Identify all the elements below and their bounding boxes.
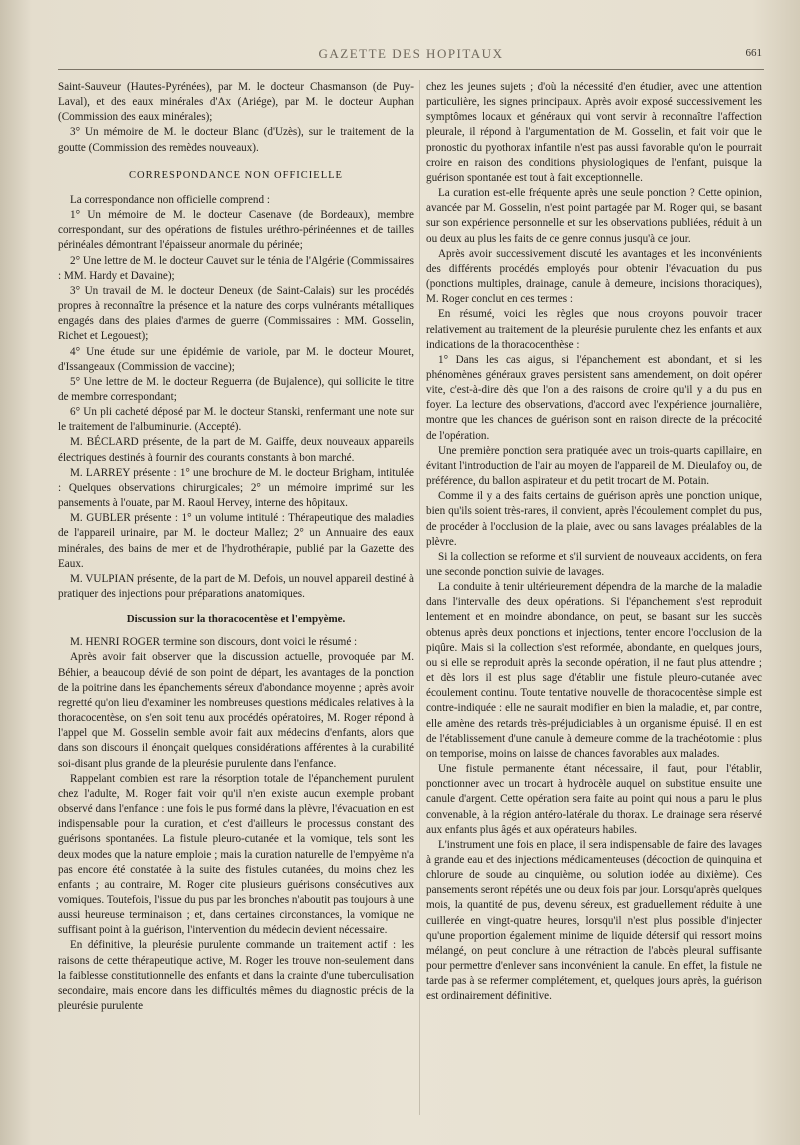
paragraph: 6° Un pli cacheté déposé par M. le docteur Stanski, renfermant une note sur le traitement de l'albuminurie. (Accepté). bbox=[58, 406, 414, 434]
paragraph: 1° Dans les cas aigus, si l'épanchement est abondant, et si les phénomènes généraux graves persistent sans amendement, on doit opérer vite, c'est-à-dire dès que l'on a des raisons de croire qu'il y a du pus en foyer. La lecture des observations, d'accord avec l'expérience journalière, montre que les chances de guérison sont en raison directe de la précocité de l'opération. bbox=[426, 353, 762, 442]
journal-title: GAZETTE DES HOPITAUX bbox=[318, 46, 504, 61]
section-title: CORRESPONDANCE NON OFFICIELLE bbox=[129, 169, 343, 181]
paragraph: 2° Une lettre de M. le docteur Cauvet sur le ténia de l'Algérie (Commissaires : MM. Hardy et Davaine); bbox=[58, 254, 414, 282]
paragraph: Comme il y a des faits certains de guérison après une ponction unique, bien qu'ils soient très-rares, il convient, après l'écoulement complet du pus, de procéder à l'occlusion de la plaie, avec ou sans lavages préalables de la plèvre. bbox=[426, 490, 762, 548]
paragraph: M. GUBLER présente : 1° un volume intitulé : Thérapeutique des maladies de l'appareil urinaire, par M. le docteur Mallez; 2° un Annuaire des eaux minérales, des bains de mer et de l'hydrothérapie, publié par la Gazette des Eaux. bbox=[58, 512, 414, 570]
paragraph: M. LARREY présente : 1° une brochure de M. le docteur Brigham, intitulée : Quelques observations chirurgicales; 2° un mémoire imprimé sur les pansements à l'ouate, par M. Raoul Hervey, interne des hôpitaux. bbox=[58, 466, 414, 510]
paragraph: 3° Un mémoire de M. le docteur Blanc (d'Uzès), sur le traitement de la goutte (Commission des remèdes nouveaux). bbox=[58, 126, 414, 154]
paragraph: Après avoir successivement discuté les avantages et les inconvénients des différents procédés employés pour obtenir l'évacuation du pus (ponctions multiples, drainage, canule à demeure, incisions thoraciques), M. Roger conclut en ces termes : bbox=[426, 247, 762, 306]
paragraph: 4° Une étude sur une épidémie de variole, par M. le docteur Mouret, d'Issangeaux (Commission de vaccine); bbox=[58, 345, 414, 373]
paragraph: 3° Un travail de M. le docteur Deneux (de Saint-Calais) sur les procédés propres à reconnaître la présence et la nature des corps vulnérants métalliques engagés dans des plaies d'armes de guerre (Commissaires : MM. Gosselin, Richet et Legouest); bbox=[58, 284, 414, 343]
paragraph: M. HENRI ROGER termine son discours, dont voici le résumé : bbox=[70, 636, 358, 649]
discussion-title: Discussion sur la thoracocentèse et l'empyème. bbox=[126, 613, 346, 626]
paragraph: 1° Un mémoire de M. le docteur Casenave (de Bordeaux), membre correspondant, sur des opérations de fistules uréthro-périnéennes et de tailles périnéales démontrant l'épaisseur anormale du périnée; bbox=[58, 209, 414, 252]
header-rule bbox=[58, 69, 764, 70]
paragraph: La curation est-elle fréquente après une seule ponction ? Cette opinion, avancée par M. Gosselin, n'est point partagée par M. Roger qui, se basant sur son expérience personnelle et sur les observations publiées, réduit à un ou deux au plus les faits de ce genre connus jusqu'à ce jour. bbox=[426, 187, 762, 245]
paragraph: La conduite à tenir ultérieurement dépendra de la marche de la maladie dans l'intervalle des deux opérations. Si l'épanchement s'est reproduit lentement et en moindre abondance, on peut, se basant sur les succès obtenus après deux ponctions et injections, tenter encore l'occlusion de la piqûre. Mais si la collection s'est reformée, abondante, en quelques jours, ou si elle se reproduit après la seconde opération, il ne faut plus attendre ; et dès lors il est plus sage d'établir une fistule pleuro-cutanée avec écoulement continu. Toute tentative nouvelle de thoracocentèse simple est contre-indiquée : elle ne saurait modifier en bien la maladie, et, par contre, elle amène des retards très-préjudiciables à un organisme épuisé. Il en est de l'établissement d'une canule à demeure comme de la trachéotomie : plus on temporise, moins on laisse de chances favorables aux malades. bbox=[426, 581, 762, 760]
paragraph: Si la collection se reforme et s'il survient de nouveaux accidents, on fera une seconde ponction suivie de lavages. bbox=[426, 550, 762, 578]
paragraph: Une fistule permanente étant nécessaire, il faut, pour l'établir, ponctionner avec un trocart à hydrocèle auquel on substitue ensuite une canule d'argent. Cette opération sera faite au point qui nous a paru le plus convenable, à la région antéro-latérale du thorax. Le drainage sera réservé aux enfants plus âgés et aux opérateurs habiles. bbox=[426, 763, 762, 836]
paragraph: En résumé, voici les règles que nous croyons pouvoir tracer relativement au traitement de la pleurésie purulente chez les enfants et aux indications de la thoracocenthèse : bbox=[426, 308, 762, 351]
page-number: 661 bbox=[745, 47, 762, 59]
right-column bbox=[426, 80, 762, 1005]
paragraph: 5° Une lettre de M. le docteur Reguerra (de Bujalence), qui sollicite le titre de membre correspondant; bbox=[58, 375, 414, 403]
paragraph: Après avoir fait observer que la discussion actuelle, provoquée par M. Béhier, a beaucoup dévié de son point de départ, les avantages de la ponction de la poitrine dans les épanchements séreux d'abondance moyenne ; après avoir regretté qu'on lieu d'examiner les nombreuses questions médicales relatives à la thoracocentèse, on s'en soit tenu aux procédés opératoires, M. Roger répond à l'appel que M. Gosselin semble avoir fait aux médecins d'enfants, alors que dans son discours il énonçait quelques considérations afférentes à la curabilité soi-disant plus grande de la pleurésie purulente dans l'enfance. bbox=[58, 651, 414, 770]
paragraph: M. VULPIAN présente, de la part de M. Defois, un nouvel appareil destiné à pratiquer des injections pour préparations anatomiques. bbox=[58, 572, 414, 600]
paragraph: Rappelant combien est rare la résorption totale de l'épanchement purulent chez l'adulte, M. Roger fait voir qu'il n'en existe aucun exemple probant observé dans l'enfance : une fois le pus formé dans la plèvre, l'évacuation en est indispensable pour la curation, et c'est d'ailleurs le processus constant des guérisons spontanées. La fistule pleuro-cutanée et la vomique, tels sont les deux modes que la nature emploie ; mais la curation naturelle de l'empyème n'a pas encore été constatée à la suite des fistules cutanées, du moins chez les enfants ; au contraire, M. Roger cite plusieurs guérisons consécutives aux vomiques. Toutefois, l'issue du pus par les bronches n'aboutit pas toujours à une aussi heureuse terminaison ; et, dans certaines circonstances, la vomique ne suffisant point à la guérison, l'intervention du médecin devient nécessaire. bbox=[58, 772, 414, 937]
paragraph: chez les jeunes sujets ; d'où la nécessité d'en étudier, avec une attention particulière, les signes principaux. Après avoir exposé successivement les symptômes locaux et généraux qui vont servir à reconnaître l'affection pleurale, il répond à l'argumentation de M. Gosselin, et fait voir que le pronostic du pyothorax infantile n'est pas aussi favorable qu'on le pourrait croire en raison des conditions physiologiques de l'enfant, puisque la guérison spontanée est tout à fait exceptionnelle. bbox=[426, 81, 762, 184]
paragraph: M. BÉCLARD présente, de la part de M. Gaiffe, deux nouveaux appareils électriques destinés à fournir des courants constants à bon marché. bbox=[58, 436, 414, 464]
paragraph: La correspondance non officielle comprend : bbox=[70, 193, 270, 206]
paragraph: L'instrument une fois en place, il sera indispensable de faire des lavages à grande eau et des injections médicamenteuses (décoction de quinquina et chlorure de soude au cinquième, ou solution iodée au dixième). Ces pansements seront répétés une ou deux fois par jour. Lorsqu'après quelques mois, la quantité de pus, devenu séreux, est graduellement réduite à une cuillerée en vingt-quatre heures, lorsqu'il n'est plus possible d'injecter qu'une proportion également minime de liquide détersif qui ressort moins mélangé, on peut conclure à une rétraction de l'abcès pleural suffisante pour permettre d'enlever sans inconvénient la canule. En effet, la fistule ne tarde pas à se refermer complétement, et, quelques jours après, la guérison est ordinairement définitive. bbox=[426, 838, 762, 1003]
paragraph: En définitive, la pleurésie purulente commande un traitement actif : les raisons de cette thérapeutique active, M. Roger les trouve non-seulement dans la faiblesse constitutionnelle des enfants et dans la crainte d'une tuberculisation secondaire, mais encore dans les difficultés mêmes du diagnostic précis de la pleurésie purulente bbox=[58, 939, 414, 1013]
paragraph: Saint-Sauveur (Hautes-Pyrénées), par M. le docteur Chasmanson (de Puy-Laval), et des eaux minérales d'Ax (Ariége), par M. le docteur Auphan (Commission des eaux minérales); bbox=[58, 81, 414, 124]
column-divider bbox=[419, 80, 420, 1115]
paragraph: Une première ponction sera pratiquée avec un trois-quarts capillaire, en évitant l'introduction de l'air au moyen de l'appareil de M. Dieulafoy ou, de préférence, du ballon aspirateur et du petit trocart de M. Potain. bbox=[426, 444, 762, 488]
left-column bbox=[58, 80, 414, 1014]
page-header bbox=[58, 46, 764, 68]
